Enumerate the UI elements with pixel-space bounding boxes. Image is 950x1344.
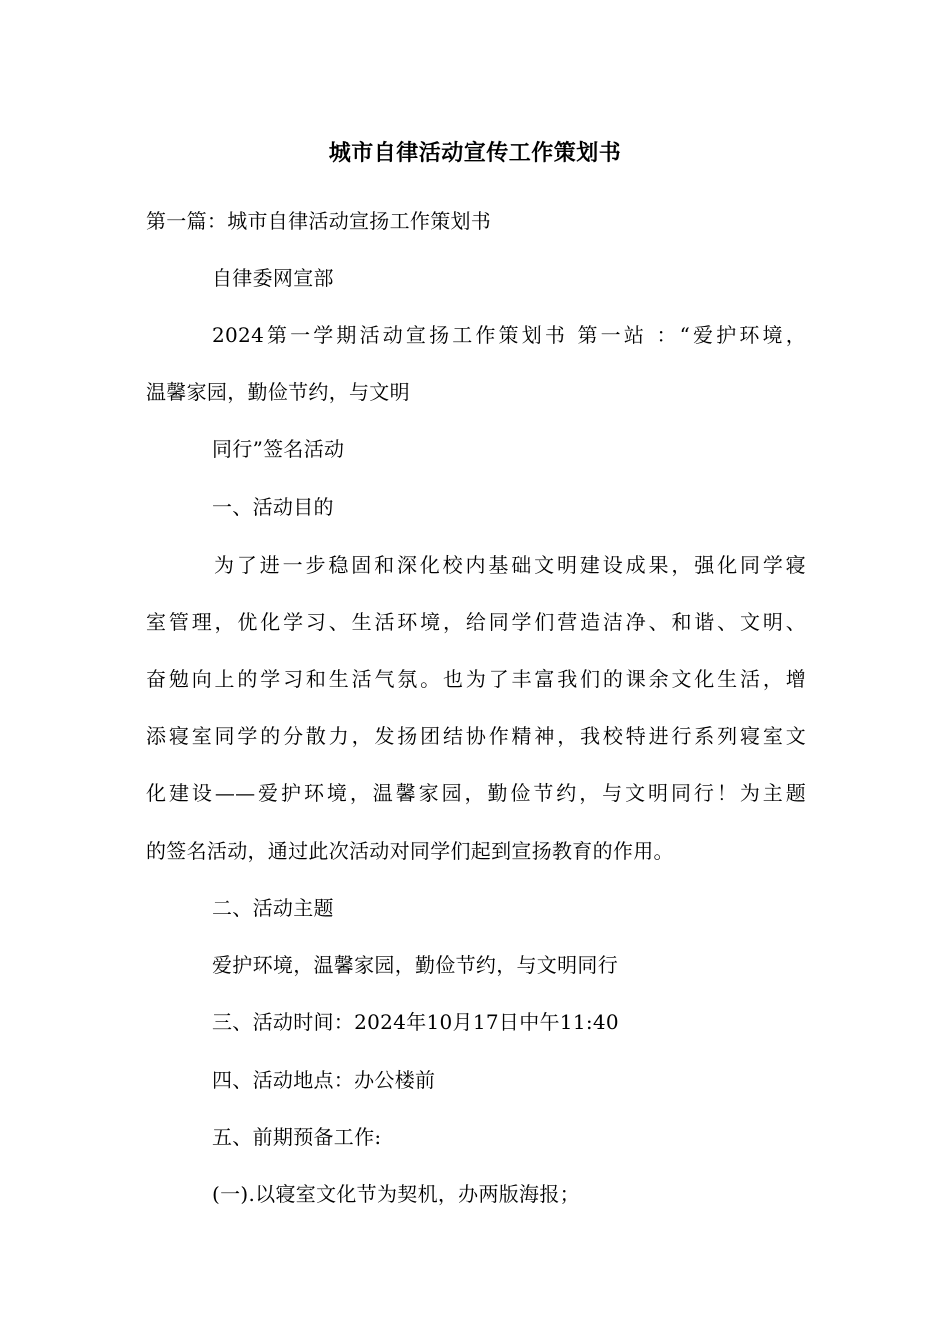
paragraph-line: 为了进一步稳固和深化校内基础文明建设成果，强化同学寝 [214,553,806,577]
document-title: 城市自律活动宣传工作策划书 [328,140,622,166]
plan-title-line-2: 温馨家园，勤俭节约，与文明 [146,380,410,404]
paragraph-line: 化建设——爱护环境，温馨家园，勤俭节约，与文明同行！为主题 [146,781,806,805]
preparation-item: (一).以寝室文化节为契机，办两版海报； [212,1182,580,1206]
paragraph-line: 的签名活动，通过此次活动对同学们起到宣扬教育的作用。 [146,839,674,863]
theme-text: 爱护环境，温馨家园，勤俭节约，与文明同行 [212,953,618,977]
section-heading-preparation: 五、前期预备工作: [212,1125,382,1149]
chapter-heading: 第一篇：城市自律活动宣扬工作策划书 [146,209,492,233]
section-heading-location: 四、活动地点：办公楼前 [212,1068,436,1092]
section-heading-time: 三、活动时间：2024年10月17日中午11:40 [212,1010,619,1034]
department-line: 自律委网宣部 [212,266,334,290]
section-heading-purpose: 一、活动目的 [212,495,334,519]
paragraph-line: 添寝室同学的分散力，发扬团结协作精神，我校特进行系列寝室文 [146,724,806,748]
section-heading-theme: 二、活动主题 [212,896,334,920]
paragraph-line: 奋勉向上的学习和生活气氛。也为了丰富我们的课余文化生活，增 [146,667,806,691]
plan-title-line-1: 2024第一学期活动宣扬工作策划书 第一站 ：“爱护环境， [212,323,806,347]
paragraph-line: 室管理，优化学习、生活环境，给同学们营造洁净、和谐、文明、 [146,610,806,634]
plan-title-line-3: 同行”签名活动 [212,437,345,461]
